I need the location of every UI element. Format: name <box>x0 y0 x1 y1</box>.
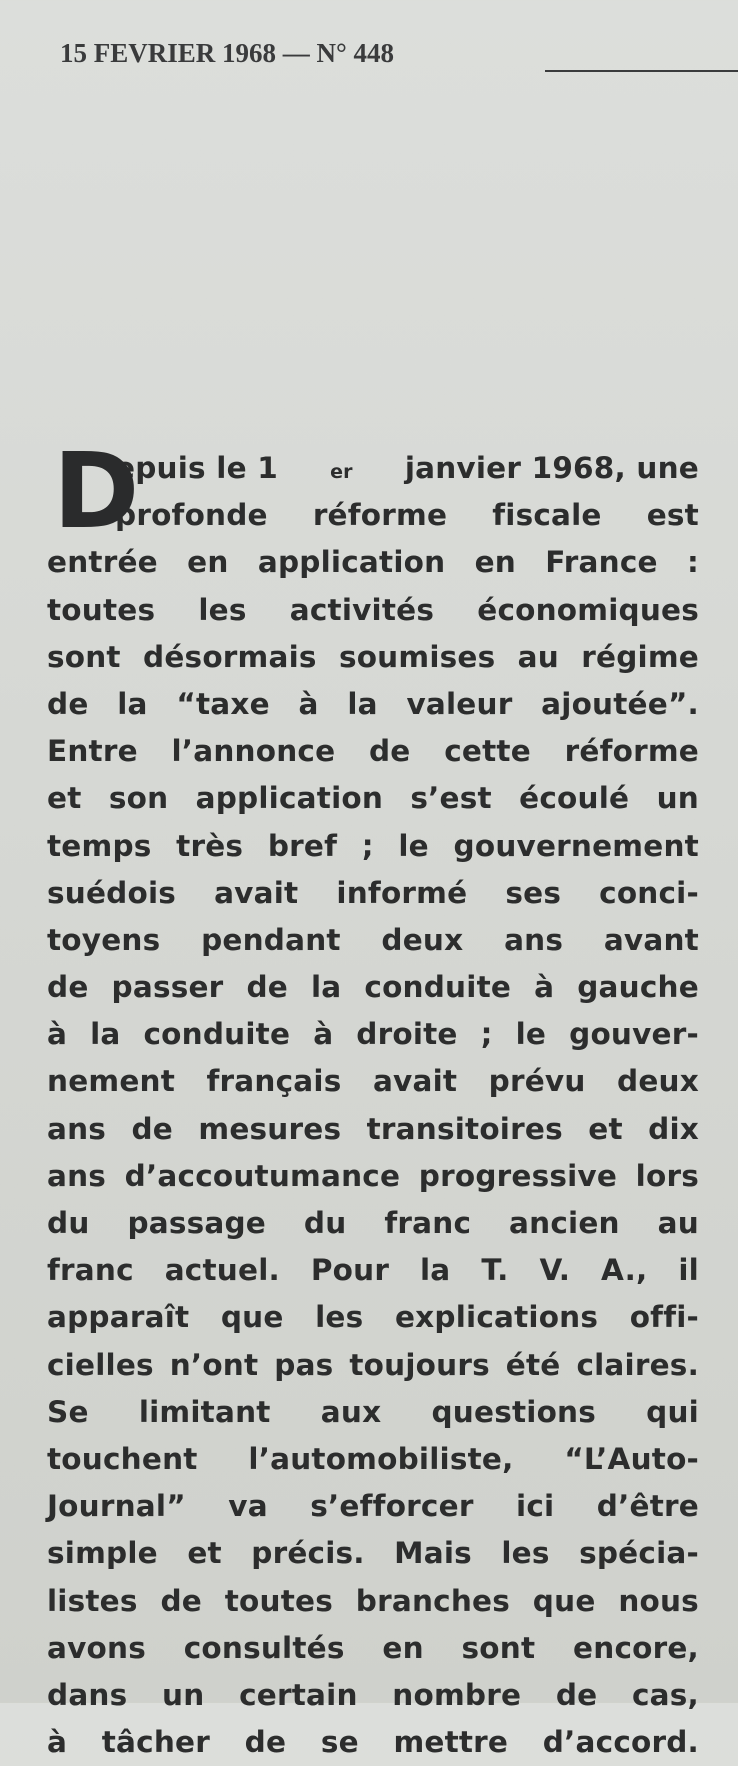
word: transitoires <box>366 1111 563 1146</box>
word: actuel. <box>164 1253 280 1288</box>
article-line-26 <box>47 1625 699 1672</box>
word: Mais <box>394 1536 472 1571</box>
word: pendant <box>201 922 341 957</box>
word: d’accoutumance <box>124 1158 401 1193</box>
word: les <box>315 1300 364 1335</box>
word: économiques <box>477 592 699 627</box>
article-line-17 <box>47 1200 699 1247</box>
word: progressive <box>418 1158 618 1193</box>
word: à <box>534 970 555 1005</box>
article-line-9 <box>47 823 699 870</box>
word: ; <box>361 828 374 863</box>
word: sont <box>461 1630 536 1665</box>
word: et <box>588 1111 623 1146</box>
word: prévu <box>488 1064 586 1099</box>
word: qui <box>646 1394 699 1429</box>
word: cielles <box>47 1347 154 1382</box>
word: claires. <box>576 1347 699 1382</box>
word: nombre <box>392 1677 522 1712</box>
article-line-12 <box>47 964 699 1011</box>
word: l’automobiliste, <box>248 1441 514 1476</box>
word: ici <box>516 1489 555 1524</box>
word: ans <box>47 1111 107 1146</box>
word: de <box>160 1583 202 1618</box>
word: et <box>187 1536 222 1571</box>
line-1-end: janvier 1968, une <box>404 451 699 485</box>
word: va <box>228 1489 268 1524</box>
word: de <box>47 686 89 721</box>
word: à <box>313 1017 334 1052</box>
word: apparaît <box>47 1300 190 1335</box>
article-line-16 <box>47 1153 699 1200</box>
word: offi- <box>629 1300 699 1335</box>
word: simple <box>47 1536 158 1571</box>
word: encore, <box>573 1630 699 1665</box>
article-line-20 <box>47 1342 699 1389</box>
word: certain <box>239 1677 358 1712</box>
word: gouvernement <box>453 828 699 863</box>
word: de <box>246 970 288 1005</box>
word: de <box>47 970 89 1005</box>
word: du <box>47 1206 90 1240</box>
word: à <box>47 1725 68 1760</box>
word: touchent <box>47 1441 198 1476</box>
word: profonde <box>115 498 268 533</box>
article-line-28 <box>47 1719 699 1766</box>
word: branches <box>355 1583 511 1618</box>
word: fiscale <box>492 498 602 533</box>
line-1-start: epuis le 1 <box>115 451 278 485</box>
word: ans <box>47 1158 107 1193</box>
word: régime <box>581 639 699 674</box>
word: en <box>382 1630 424 1665</box>
word: d’accord. <box>542 1725 699 1760</box>
word: suédois <box>47 875 177 910</box>
word: Se <box>47 1394 89 1429</box>
word: à <box>47 1017 68 1052</box>
word: A., <box>601 1253 648 1288</box>
article-line-15 <box>47 1106 699 1153</box>
word: son <box>108 781 169 816</box>
word: bref <box>267 828 338 863</box>
word: nous <box>618 1583 699 1618</box>
word: valeur <box>406 686 513 721</box>
word: Journal” <box>47 1489 186 1524</box>
word: le <box>398 828 429 863</box>
word: que <box>220 1300 284 1335</box>
word: désormais <box>143 639 317 674</box>
word: toutes <box>224 1583 333 1618</box>
header-rule <box>545 70 738 72</box>
word: soumises <box>338 639 496 674</box>
word: France <box>545 545 658 580</box>
article-line-18 <box>47 1247 699 1294</box>
word: d’être <box>596 1489 699 1524</box>
article-line-22 <box>47 1436 699 1483</box>
word: : <box>687 545 699 580</box>
word: écoulé <box>519 781 630 816</box>
word: conci- <box>599 875 699 910</box>
word: cas, <box>632 1677 699 1712</box>
word: V. <box>539 1253 571 1288</box>
article-line-23 <box>47 1483 699 1530</box>
article-line-4 <box>47 587 699 634</box>
article-line-24 <box>47 1530 699 1577</box>
word: réforme <box>312 498 448 533</box>
word: que <box>532 1583 596 1618</box>
word: il <box>678 1253 699 1288</box>
word: conduite <box>143 1017 291 1052</box>
word: application <box>257 545 446 580</box>
word: la <box>347 686 378 721</box>
word: questions <box>431 1394 596 1429</box>
word: consultés <box>183 1630 345 1665</box>
word: toujours <box>349 1347 490 1382</box>
article-line-5 <box>47 634 699 681</box>
word: été <box>505 1347 561 1382</box>
word: aux <box>320 1394 382 1429</box>
word: du <box>303 1206 347 1240</box>
word: avons <box>47 1630 146 1665</box>
word: “taxe <box>176 686 270 721</box>
word: Entre <box>47 734 138 769</box>
word: ajoutée”. <box>541 686 699 721</box>
word: avait <box>214 875 299 910</box>
word: application <box>195 781 384 816</box>
word: sont <box>47 639 121 674</box>
word: un <box>162 1677 205 1712</box>
word: les <box>198 592 247 627</box>
word: la <box>117 686 148 721</box>
word: avait <box>372 1064 458 1099</box>
word: passer <box>111 970 224 1005</box>
word: explications <box>394 1300 599 1335</box>
word: mettre <box>393 1725 509 1760</box>
word: nement <box>47 1064 176 1099</box>
word: se <box>320 1725 359 1760</box>
word: au <box>517 639 559 674</box>
word: avant <box>603 922 699 957</box>
article-line-19 <box>47 1294 699 1341</box>
article-line-25 <box>47 1578 699 1625</box>
word: deux <box>381 922 464 957</box>
word: droite <box>356 1017 458 1052</box>
article-line-3 <box>47 539 699 586</box>
word: précis. <box>251 1536 365 1571</box>
word: mesures <box>198 1111 342 1146</box>
word: la <box>90 1017 121 1052</box>
word: “L’Auto- <box>564 1441 699 1476</box>
word: très <box>176 828 244 863</box>
word: l’annonce <box>171 734 336 769</box>
word: la <box>310 970 342 1005</box>
word: à <box>298 686 319 721</box>
word: entrée <box>47 545 158 580</box>
word: tâcher <box>101 1725 211 1760</box>
word: dix <box>648 1111 699 1146</box>
word: français <box>206 1064 342 1099</box>
word: temps <box>47 828 152 863</box>
article-line-11 <box>47 917 699 964</box>
word: gauche <box>577 970 699 1005</box>
word: T. <box>481 1253 509 1288</box>
article-line-7 <box>47 728 699 775</box>
article-line-8 <box>47 775 699 822</box>
word: s’efforcer <box>310 1489 474 1524</box>
article-line-10 <box>47 870 699 917</box>
article-line-21 <box>47 1389 699 1436</box>
word: est <box>646 498 699 533</box>
word: conduite <box>364 970 512 1005</box>
word: en <box>187 545 229 580</box>
article-line-14 <box>47 1058 699 1105</box>
word: limitant <box>138 1394 271 1429</box>
word: de <box>368 734 411 769</box>
word: Pour <box>310 1253 390 1288</box>
word: s’est <box>410 781 492 816</box>
word: la <box>419 1253 451 1288</box>
article-line-1: epuis le 1 er janvier 1968, une <box>47 445 699 492</box>
article-line-13 <box>47 1011 699 1058</box>
article-line-6 <box>47 681 699 728</box>
word: franc <box>47 1253 134 1288</box>
word: listes <box>47 1583 138 1618</box>
word: dans <box>47 1677 128 1712</box>
word: toyens <box>47 922 161 957</box>
word: cette <box>444 734 531 769</box>
word: passage <box>127 1206 267 1240</box>
word: en <box>474 545 517 580</box>
word: activités <box>289 592 435 627</box>
word: un <box>656 781 699 816</box>
word: deux <box>617 1064 699 1099</box>
issue-header: 15 FEVRIER 1968 — N° 448 <box>60 38 395 68</box>
word: informé <box>336 875 468 910</box>
article-body <box>47 430 699 1766</box>
article-line-2 <box>47 492 699 539</box>
word: au <box>657 1206 699 1240</box>
word: lors <box>635 1158 699 1193</box>
word: gouver- <box>569 1017 699 1052</box>
word: ans <box>504 922 564 957</box>
word: ses <box>505 875 562 910</box>
word: ; <box>480 1017 493 1052</box>
word: toutes <box>47 592 156 627</box>
drop-cap: D <box>53 430 140 552</box>
word: de <box>555 1677 598 1712</box>
word: pas <box>274 1347 334 1382</box>
word: de <box>131 1111 173 1146</box>
word: réforme <box>564 734 699 769</box>
word: le <box>515 1017 547 1052</box>
word: n’ont <box>169 1347 259 1382</box>
word: franc <box>384 1206 472 1240</box>
word: les <box>501 1536 550 1571</box>
word: et <box>47 781 82 816</box>
article-line-27 <box>47 1672 699 1719</box>
word: de <box>244 1725 287 1760</box>
article-lines <box>47 492 699 1766</box>
word: ancien <box>509 1206 620 1240</box>
word: spécia- <box>579 1536 699 1571</box>
